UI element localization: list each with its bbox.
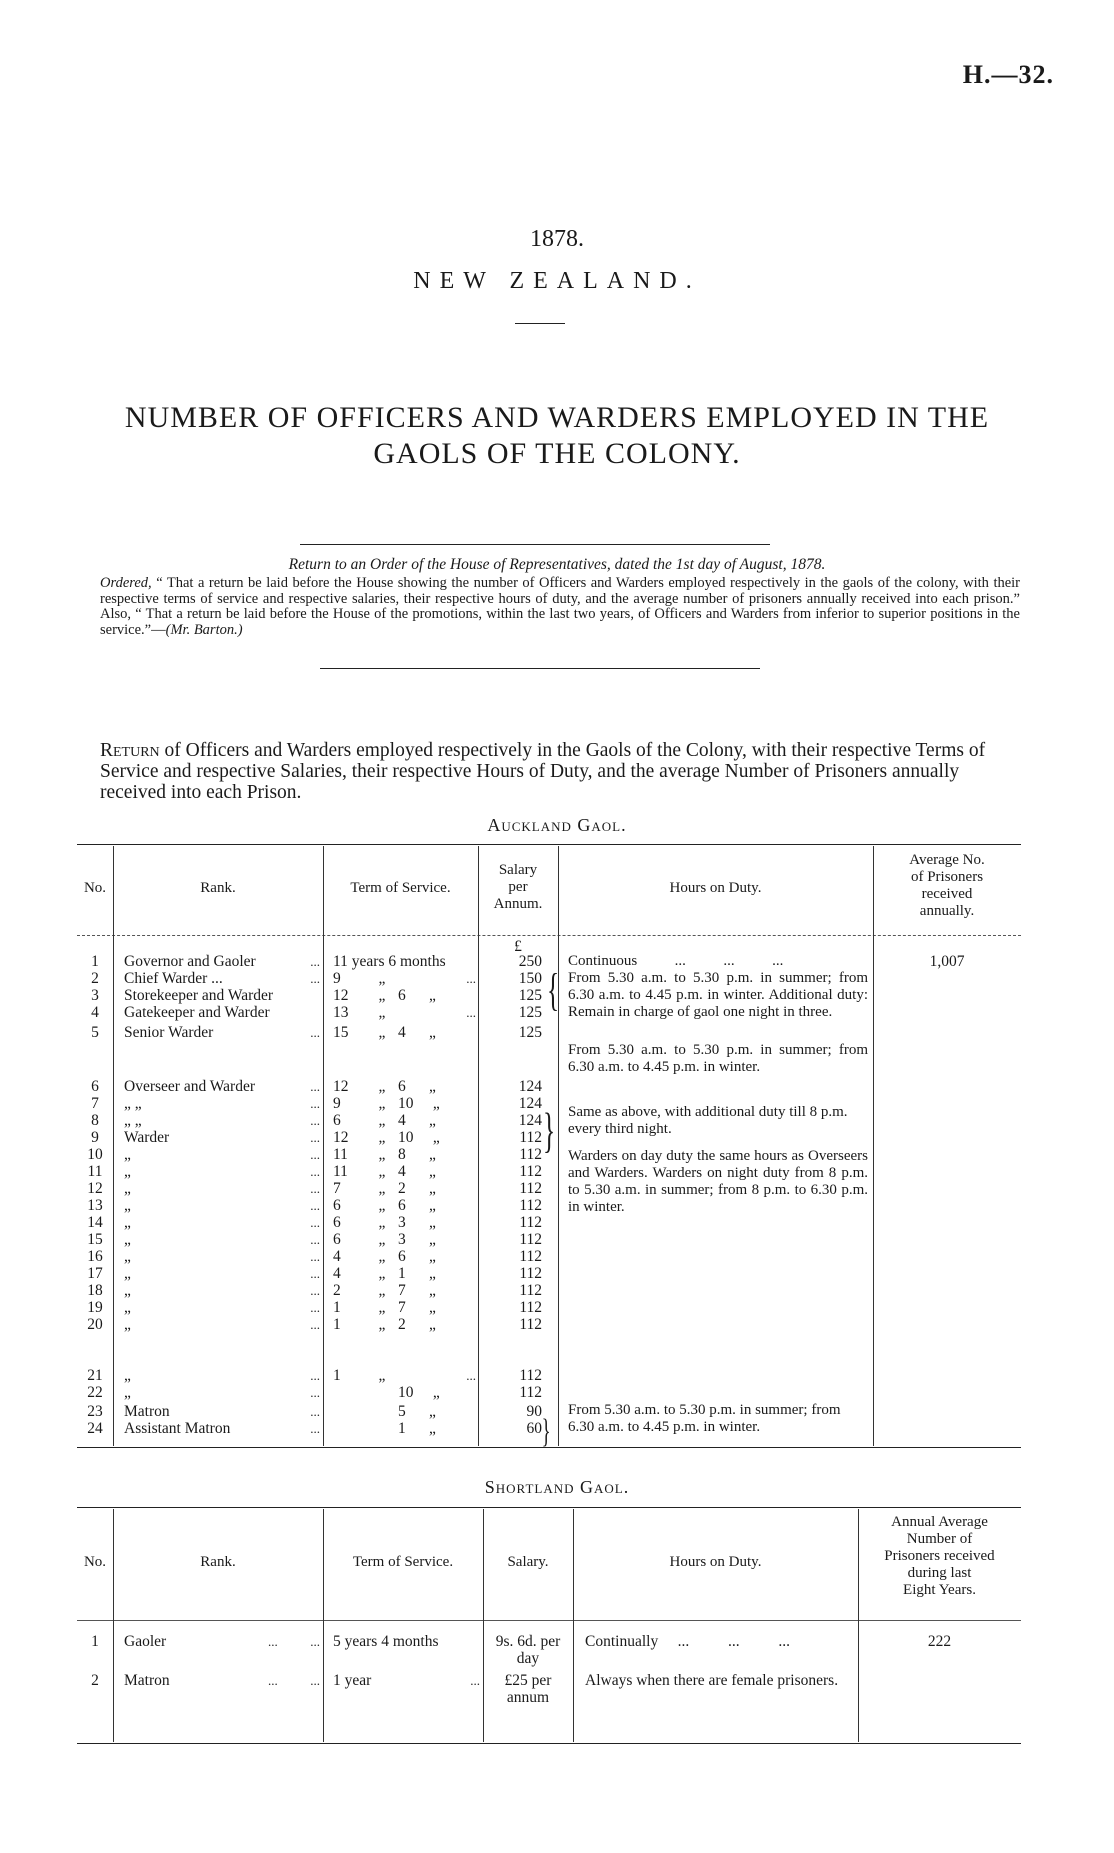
row-rank: „ „ xyxy=(124,1095,142,1112)
table-row-term: 5 years 4 months xyxy=(333,1633,439,1650)
row-term-sep: „ xyxy=(378,1282,386,1299)
row-rank: Matron xyxy=(124,1403,170,1420)
row-rank: „ xyxy=(124,1163,131,1180)
row-rank-dots: ... xyxy=(310,1266,320,1281)
row-term-years: 4 xyxy=(333,1265,341,1282)
row-rank: „ „ xyxy=(124,1112,142,1129)
order-text xyxy=(100,576,1020,638)
salary-brace: } xyxy=(542,1103,556,1158)
row-salary: 112 xyxy=(519,1180,542,1197)
row-term-years: 1 xyxy=(333,1316,341,1333)
table-row-number: 15 xyxy=(87,1231,103,1248)
table-row-number: 4 xyxy=(91,1004,99,1021)
row-salary: 112 xyxy=(519,1214,542,1231)
row-rank: Governor and Gaoler xyxy=(124,953,256,970)
shortland-header-hours: Hours on Duty. xyxy=(669,1554,762,1570)
table-row-hours: Always when there are female prisoners. xyxy=(585,1672,839,1689)
row-salary: 124 xyxy=(518,1095,542,1112)
row-rank-dots: ... xyxy=(310,1025,320,1040)
auckland-hours-1: Continuous ... ... ... xyxy=(568,953,784,969)
document-id: H.—32. xyxy=(962,60,1054,89)
row-term-years: 12 xyxy=(333,1078,349,1095)
row-term-years: 11 years 6 months xyxy=(333,953,446,970)
row-rank: „ xyxy=(124,1265,131,1282)
auckland-hours-4: Same as above, with additional duty till 8 p.m. every third night. xyxy=(568,1104,848,1137)
row-rank-dots: ... xyxy=(310,1421,320,1436)
row-salary: 112 xyxy=(519,1282,542,1299)
table-row-number: 21 xyxy=(87,1367,103,1384)
table-row-number: 2 xyxy=(91,1672,99,1689)
shortland-header-rule xyxy=(77,1620,1021,1621)
shortland-table-bottom-rule xyxy=(77,1743,1021,1744)
row-term-sep: „ xyxy=(378,1316,386,1333)
row-salary: 112 xyxy=(519,1146,542,1163)
row-salary: 125 xyxy=(518,1024,542,1041)
row-term-dots: ... xyxy=(466,971,476,986)
row-rank-dots: ... xyxy=(310,1164,320,1179)
table-row-rank: Matron xyxy=(124,1672,170,1689)
row-salary: 90 xyxy=(526,1403,542,1420)
table-row-prisoners: 222 xyxy=(927,1633,952,1650)
table-row-number: 5 xyxy=(91,1024,99,1041)
auckland-col-divider xyxy=(113,846,114,1446)
table-row-number: 23 xyxy=(87,1403,103,1420)
shortland-header-rank: Rank. xyxy=(200,1554,236,1570)
shortland-header-salary: Salary. xyxy=(507,1554,549,1570)
shortland-header-term: Term of Service. xyxy=(352,1554,454,1570)
row-term-sep: „ xyxy=(378,1163,386,1180)
table-row-salary: 9s. 6d. per day xyxy=(495,1633,561,1667)
table-row-term-dots: ... xyxy=(470,1673,480,1688)
row-term-sep: „ xyxy=(378,1231,386,1248)
row-term-sep: „ xyxy=(378,970,386,987)
auckland-col-divider xyxy=(873,846,874,1446)
row-rank: Chief Warder ... xyxy=(124,970,223,987)
row-rank-dots: ... xyxy=(310,1385,320,1400)
row-term-dots: ... xyxy=(466,1368,476,1383)
salary-brace: } xyxy=(541,1413,551,1450)
table-row-number: 7 xyxy=(91,1095,99,1112)
row-term-years: 13 xyxy=(333,1004,349,1021)
row-term-sep: „ xyxy=(378,1299,386,1316)
row-rank-dots: ... xyxy=(310,1113,320,1128)
row-term-months: 10 „ xyxy=(398,1384,440,1401)
row-salary: 60 xyxy=(526,1420,542,1437)
shortland-col-divider xyxy=(483,1509,484,1742)
table-row-number: 2 xyxy=(91,970,99,987)
salary-brace: { xyxy=(546,964,560,1015)
row-salary: 124 xyxy=(518,1078,542,1095)
row-term-months: 10 „ xyxy=(398,1129,440,1146)
row-salary: 112 xyxy=(519,1163,542,1180)
page-title xyxy=(0,400,1114,472)
row-rank-dots: ... xyxy=(310,1404,320,1419)
row-rank-dots: ... xyxy=(310,1181,320,1196)
document-year: 1878. xyxy=(530,226,584,252)
order-body: “ That a return be laid before the House showing the number of Officers and Warders employed respectively in the gaols of the colony, with their respective terms of service and respective salaries, their respective hours of duty, and the average number of prisoners annually received into each prison.” Also, “ That a return be laid before the House of the promotions, within the last two years, of Officers and Warders from inferior to superior positions in the service.”— xyxy=(100,575,1021,638)
table-row-number: 18 xyxy=(87,1282,103,1299)
shortland-table-top-rule xyxy=(77,1507,1021,1508)
row-salary: 112 xyxy=(519,1384,542,1401)
row-rank: Warder xyxy=(124,1129,170,1146)
row-salary: 125 xyxy=(518,1004,542,1021)
row-rank: „ xyxy=(124,1180,131,1197)
row-term-months: 4 „ xyxy=(398,1112,436,1129)
table-row-number: 13 xyxy=(87,1197,103,1214)
auckland-header-salary: Salary per Annum. xyxy=(493,862,543,912)
row-term-years: 12 xyxy=(333,987,349,1004)
table-row-number: 9 xyxy=(91,1129,99,1146)
row-rank-dots: ... xyxy=(310,1232,320,1247)
return-body: of Officers and Warders employed respectively in the Gaols of the Colony, with their respective Terms of Service and respective Salaries, their respective Hours of Duty, and the average Number of Prisoners annually received into each Prison. xyxy=(100,740,986,803)
row-rank-dots: ... xyxy=(310,1079,320,1094)
row-term-years: 1 xyxy=(333,1299,341,1316)
row-salary: 112 xyxy=(519,1248,542,1265)
row-term-months: 7 „ xyxy=(398,1282,436,1299)
auckland-header-rank: Rank. xyxy=(200,880,236,896)
shortland-col-divider xyxy=(573,1509,574,1742)
auckland-hours-3: From 5.30 a.m. to 5.30 p.m. in summer; from 6.30 a.m. to 4.45 p.m. in winter. xyxy=(568,1042,868,1075)
row-term-years: 9 xyxy=(333,970,341,987)
row-term-years: 4 xyxy=(333,1248,341,1265)
auckland-header-rule xyxy=(77,935,1021,936)
row-term-years: 11 xyxy=(333,1163,348,1180)
row-rank-dots: ... xyxy=(310,1283,320,1298)
ordered-label: Ordered, xyxy=(100,575,152,591)
row-rank: „ xyxy=(124,1316,131,1333)
table-row-number: 10 xyxy=(87,1146,103,1163)
row-term-months: 6 „ xyxy=(398,1078,436,1095)
auckland-prisoners-value: 1,007 xyxy=(929,953,965,970)
row-term-sep: „ xyxy=(378,1214,386,1231)
auckland-col-divider xyxy=(323,846,324,1446)
row-term-sep: „ xyxy=(378,1180,386,1197)
table-row-number: 8 xyxy=(91,1112,99,1129)
row-rank-dots: ... xyxy=(310,1198,320,1213)
table-row-number: 6 xyxy=(91,1078,99,1095)
shortland-header-prisoners: Annual Average Number of Prisoners received during last Eight Years. xyxy=(884,1514,995,1598)
row-salary: 112 xyxy=(519,1316,542,1333)
row-rank-dots: ... xyxy=(310,1317,320,1332)
auckland-currency-symbol: £ xyxy=(514,938,522,955)
table-row-number: 19 xyxy=(87,1299,103,1316)
table-row-number: 1 xyxy=(91,953,99,970)
row-rank-dots: ... xyxy=(310,1300,320,1315)
table-row-number: 20 xyxy=(87,1316,103,1333)
row-term-months: 3 „ xyxy=(398,1214,436,1231)
row-rank: Storekeeper and Warder xyxy=(124,987,274,1004)
row-term-years: 9 xyxy=(333,1095,341,1112)
table-row-number: 3 xyxy=(91,987,99,1004)
row-rank-dots: ... xyxy=(310,1215,320,1230)
order-top-rule xyxy=(300,544,770,545)
row-term-years: 6 xyxy=(333,1197,341,1214)
row-term-months: 5 „ xyxy=(398,1403,436,1420)
row-rank: „ xyxy=(124,1248,131,1265)
row-term-sep: „ xyxy=(378,1024,386,1041)
auckland-header-prisoners: Average No. of Prisoners received annually. xyxy=(909,852,985,919)
row-term-dots: ... xyxy=(466,1005,476,1020)
row-rank: „ xyxy=(124,1214,131,1231)
row-term-months: 6 „ xyxy=(398,1248,436,1265)
row-rank: „ xyxy=(124,1282,131,1299)
auckland-hours-2: From 5.30 a.m. to 5.30 p.m. in summer; from 6.30 a.m. to 4.45 p.m. in winter. Additional duty: Remain in charge of gaol one night in three. xyxy=(568,970,868,1020)
row-rank: Overseer and Warder xyxy=(124,1078,256,1095)
shortland-gaol-title: Shortland Gaol. xyxy=(484,1477,630,1497)
row-rank-dots: ... xyxy=(310,971,320,986)
row-salary: 250 xyxy=(518,953,542,970)
row-term-years: 6 xyxy=(333,1214,341,1231)
table-row-salary: £25 per annum xyxy=(504,1672,552,1706)
row-term-months: 1 „ xyxy=(398,1265,436,1282)
table-row-rank-dots: ... ... xyxy=(268,1634,320,1649)
order-bottom-rule xyxy=(320,668,760,669)
row-rank: „ xyxy=(124,1299,131,1316)
row-rank: „ xyxy=(124,1231,131,1248)
auckland-header-hours: Hours on Duty. xyxy=(669,880,762,896)
row-rank: „ xyxy=(124,1384,131,1401)
shortland-header-no: No. xyxy=(83,1554,107,1570)
row-term-months: 3 „ xyxy=(398,1231,436,1248)
auckland-hours-5: Warders on day duty the same hours as Overseers and Warders. Warders on night duty from 8 p.m. to 5.30 a.m. in summer; from 8 p.m. to 6.30 p.m. in winter. xyxy=(568,1148,868,1215)
table-row-rank: Gaoler xyxy=(124,1633,167,1650)
row-term-sep: „ xyxy=(378,1265,386,1282)
row-rank: „ xyxy=(124,1367,131,1384)
row-term-sep: „ xyxy=(378,1112,386,1129)
row-term-years: 11 xyxy=(333,1146,348,1163)
row-rank: Assistant Matron xyxy=(124,1420,231,1437)
row-salary: 125 xyxy=(518,987,542,1004)
auckland-header-term: Term of Service. xyxy=(350,880,451,896)
row-rank: „ xyxy=(124,1146,131,1163)
table-row-number: 14 xyxy=(87,1214,103,1231)
row-term-sep: „ xyxy=(378,1095,386,1112)
row-rank: „ xyxy=(124,1197,131,1214)
row-term-sep: „ xyxy=(378,1367,386,1384)
table-row-rank-dots: ... ... xyxy=(268,1673,320,1688)
row-term-years: 12 xyxy=(333,1129,349,1146)
row-rank: Gatekeeper and Warder xyxy=(124,1004,270,1021)
row-term-months: 4 „ xyxy=(398,1163,436,1180)
row-salary: 112 xyxy=(519,1231,542,1248)
row-salary: 150 xyxy=(518,970,542,987)
row-rank: Senior Warder xyxy=(124,1024,214,1041)
return-statement xyxy=(100,740,1020,803)
row-rank-dots: ... xyxy=(310,1096,320,1111)
row-term-months: 8 „ xyxy=(398,1146,436,1163)
auckland-header-no: No. xyxy=(83,880,107,896)
row-salary: 112 xyxy=(519,1129,542,1146)
auckland-col-divider xyxy=(558,846,559,1446)
row-term-months: 1 „ xyxy=(398,1420,436,1437)
row-rank-dots: ... xyxy=(310,1368,320,1383)
row-term-years: 2 xyxy=(333,1282,341,1299)
row-term-months: 7 „ xyxy=(398,1299,436,1316)
table-row-number: 11 xyxy=(87,1163,103,1180)
row-term-sep: „ xyxy=(378,1197,386,1214)
table-row-number: 24 xyxy=(87,1420,103,1437)
row-term-years: 1 xyxy=(333,1367,341,1384)
table-row-number: 17 xyxy=(87,1265,103,1282)
row-salary: 112 xyxy=(519,1265,542,1282)
auckland-table-top-rule xyxy=(77,844,1021,845)
row-term-sep: „ xyxy=(378,1248,386,1265)
row-term-sep: „ xyxy=(378,1004,386,1021)
row-rank-dots: ... xyxy=(310,1147,320,1162)
row-term-months: 2 „ xyxy=(398,1316,436,1333)
row-salary: 112 xyxy=(519,1197,542,1214)
row-term-months: 4 „ xyxy=(398,1024,436,1041)
row-rank-dots: ... xyxy=(310,1130,320,1145)
table-row-hours: Continually ... ... ... xyxy=(585,1633,790,1650)
row-salary: 124 xyxy=(518,1112,542,1129)
row-term-years: 6 xyxy=(333,1112,341,1129)
row-term-sep: „ xyxy=(378,1129,386,1146)
table-row-number: 1 xyxy=(91,1633,99,1650)
auckland-hours-6: From 5.30 a.m. to 5.30 p.m. in summer; from 6.30 a.m. to 4.45 p.m. in winter. xyxy=(568,1402,841,1435)
return-lead: Return xyxy=(100,740,160,761)
shortland-col-divider xyxy=(323,1509,324,1742)
page-title-line-1: NUMBER OF OFFICERS AND WARDERS EMPLOYED IN THE xyxy=(124,401,990,434)
row-term-months: 10 „ xyxy=(398,1095,440,1112)
table-row-term: 1 year xyxy=(333,1672,372,1689)
row-term-sep: „ xyxy=(378,987,386,1004)
table-row-number: 22 xyxy=(87,1384,103,1401)
country-heading: NEW ZEALAND. xyxy=(413,268,701,294)
auckland-gaol-title: Auckland Gaol. xyxy=(487,815,627,835)
row-term-years: 15 xyxy=(333,1024,349,1041)
row-salary: 112 xyxy=(519,1367,542,1384)
row-term-years: 7 xyxy=(333,1180,341,1197)
row-term-years: 6 xyxy=(333,1231,341,1248)
row-term-months: 6 „ xyxy=(398,1197,436,1214)
title-divider xyxy=(515,323,565,324)
row-term-months: 2 „ xyxy=(398,1180,436,1197)
row-term-sep: „ xyxy=(378,1146,386,1163)
table-row-number: 16 xyxy=(87,1248,103,1265)
row-salary: 112 xyxy=(519,1299,542,1316)
row-term-sep: „ xyxy=(378,1078,386,1095)
table-row-number: 12 xyxy=(87,1180,103,1197)
row-term-months: 6 „ xyxy=(398,987,436,1004)
row-rank-dots: ... xyxy=(310,954,320,969)
shortland-col-divider xyxy=(113,1509,114,1742)
row-rank-dots: ... xyxy=(310,1249,320,1264)
order-caption: Return to an Order of the House of Representatives, dated the 1st day of August, 1878. xyxy=(288,556,826,573)
page-title-line-2: GAOLS OF THE COLONY. xyxy=(373,437,741,470)
order-mover: (Mr. Barton.) xyxy=(165,621,243,638)
